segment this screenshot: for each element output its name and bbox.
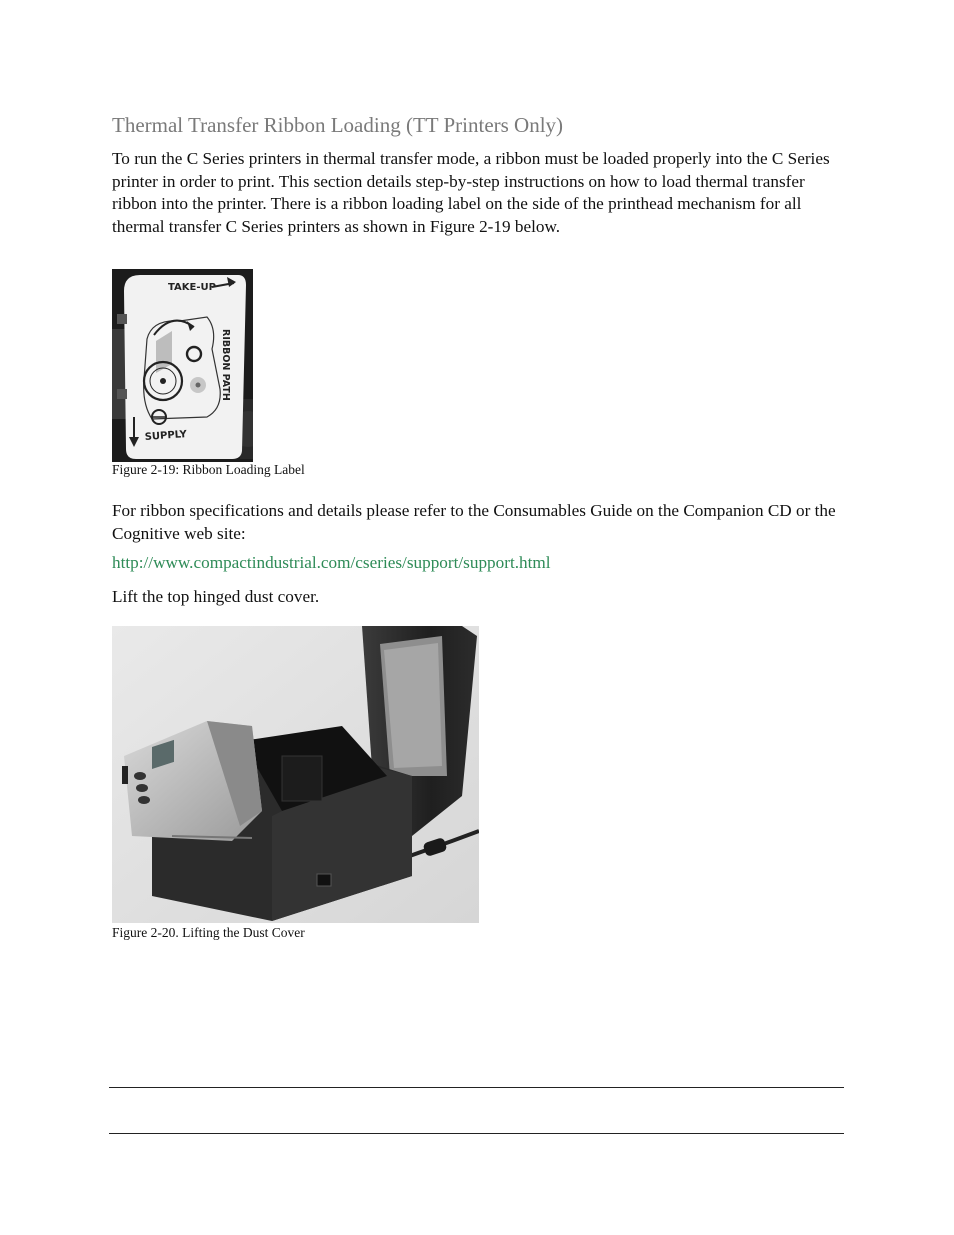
support-link[interactable]: http://www.compactindustrial.com/cseries/support/support.html [112,553,551,572]
supply-text: SUPPLY [144,429,188,443]
section-heading: Thermal Transfer Ribbon Loading (TT Printers Only) [112,113,564,137]
footer-rule-top [109,1087,844,1088]
footer-rule-bottom [109,1133,844,1134]
take-up-text: TAKE-UP [168,282,216,293]
lift-cover-instruction: Lift the top hinged dust cover. [112,587,320,606]
figure-2-20-caption: Figure 2-20. Lifting the Dust Cover [112,925,305,940]
ribbon-loading-label-image [112,269,253,462]
intro-paragraph: To run the C Series printers in thermal transfer mode, a ribbon must be loaded properly into the C Series printer in order to print. This section details step-by-step instructions on how to load thermal transfer ribbon into the printer. There is a ribbon loading label on the side of the printhead mechanism for all thermal transfer C Series printers as shown in Figure 2-19 below. [112,149,830,236]
printer-dust-cover-image [112,626,479,923]
figure-2-19-caption: Figure 2-19: Ribbon Loading Label [112,462,305,477]
ribbon-path-text: RIBBON PATH [220,329,231,401]
specs-paragraph: For ribbon specifications and details please refer to the Consumables Guide on the Companion CD or the Cognitive web site: [112,501,836,543]
